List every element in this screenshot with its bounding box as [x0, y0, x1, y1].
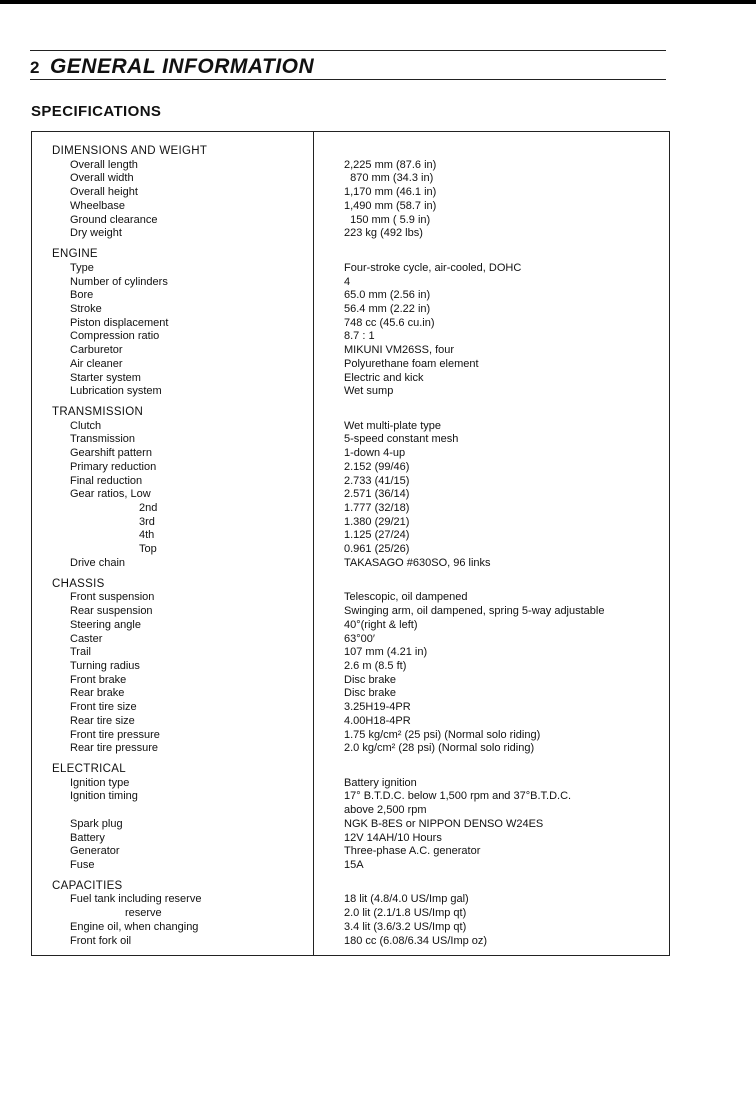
spec-value: Battery ignition: [344, 776, 417, 789]
spec-row: [32, 934, 669, 948]
spec-value: 2.733 (41/15): [344, 474, 410, 487]
spec-value: 4.00H18-4PR: [344, 714, 411, 727]
spec-label: Compression ratio: [70, 330, 160, 343]
spec-row: [32, 659, 669, 673]
spec-label: Clutch: [70, 419, 102, 432]
spec-value: 180 cc (6.08/6.34 US/Imp oz): [344, 934, 488, 947]
spec-row: [32, 858, 669, 872]
spec-row: [32, 542, 669, 556]
spec-row: [32, 316, 669, 330]
spec-row: [32, 302, 669, 316]
spec-row: [32, 556, 669, 570]
spec-row: [32, 487, 669, 501]
spec-value: 2.0 lit (2.1/1.8 US/Imp qt): [344, 907, 467, 920]
spec-value: 3.4 lit (3.6/3.2 US/Imp qt): [344, 920, 467, 933]
spec-row: [32, 446, 669, 460]
spec-label: Steering angle: [70, 618, 141, 631]
spec-value: 1.125 (27/24): [344, 529, 410, 542]
spec-label: Front brake: [70, 673, 127, 686]
spec-label: 4th: [139, 529, 155, 542]
spec-value: 150 mm ( 5.9 in): [344, 213, 431, 226]
spec-label: Bore: [70, 289, 94, 302]
spec-label: Front tire pressure: [70, 728, 160, 741]
spec-label: Gear ratios, Low: [70, 488, 151, 501]
spec-row: [32, 171, 669, 185]
spec-row: [32, 920, 669, 934]
spec-section-row: [32, 879, 669, 893]
spec-label: Fuel tank including reserve: [70, 893, 202, 906]
spec-label: Lubrication system: [70, 385, 162, 398]
spec-value: Wet sump: [344, 385, 394, 398]
spec-value: 1.75 kg/cm² (25 psi) (Normal solo riding): [344, 728, 541, 741]
spec-value: 2.571 (36/14): [344, 488, 410, 501]
spec-row: [32, 906, 669, 920]
spec-value: above 2,500 rpm: [344, 804, 427, 817]
spec-row: [32, 275, 669, 289]
chapter-title: GENERAL INFORMATION: [49, 55, 315, 78]
spec-row: [32, 158, 669, 172]
spec-row: [32, 460, 669, 474]
spec-value: 2.0 kg/cm² (28 psi) (Normal solo riding): [344, 742, 535, 755]
spec-row: [32, 432, 669, 446]
spec-label: Front suspension: [70, 591, 155, 604]
spec-value: 2.6 m (8.5 ft): [344, 659, 407, 672]
spec-value: 18 lit (4.8/4.0 US/Imp gal): [344, 893, 469, 906]
spec-section-heading: CHASSIS: [52, 577, 105, 590]
spec-section-heading: ELECTRICAL: [52, 763, 126, 775]
spec-row: [32, 632, 669, 646]
spec-section-heading: ENGINE: [52, 248, 98, 260]
spec-label: Type: [70, 261, 94, 274]
spec-row: [32, 831, 669, 845]
spec-label: Fuse: [70, 859, 95, 871]
spec-row: [32, 371, 669, 385]
spec-section-heading: TRANSMISSION: [52, 406, 144, 418]
spec-label: Stroke: [70, 302, 102, 315]
spec-label: Starter system: [70, 371, 141, 384]
spec-row: [32, 384, 669, 398]
spec-label: 3rd: [139, 515, 155, 528]
spec-row: [32, 776, 669, 790]
spec-row: [32, 185, 669, 199]
spec-label: Rear suspension: [70, 605, 153, 617]
spec-label: Drive chain: [70, 556, 126, 569]
spec-row: [32, 714, 669, 728]
spec-row: [32, 673, 669, 687]
spec-section-heading: DIMENSIONS AND WEIGHT: [52, 145, 208, 157]
spec-value: Electric and kick: [344, 371, 424, 384]
spec-value: Disc brake: [344, 687, 396, 700]
spec-value: 17° B.T.D.C. below 1,500 rpm and 37°B.T.D.C.: [344, 790, 572, 803]
page-header: [30, 55, 314, 79]
spec-row: [32, 474, 669, 488]
spec-value: 56.4 mm (2.22 in): [344, 302, 431, 315]
spec-label: Caster: [70, 632, 103, 645]
spec-row: [32, 618, 669, 632]
spec-row: [32, 686, 669, 700]
spec-section-row: [32, 405, 669, 419]
spec-value: 223 kg (492 lbs): [344, 227, 423, 240]
spec-value: 8.7 : 1: [344, 330, 375, 343]
spec-label: Dry weight: [70, 227, 122, 240]
spec-value: 870 mm (34.3 in): [344, 172, 434, 185]
spec-label: reserve: [125, 907, 162, 920]
spec-row: [32, 844, 669, 858]
spec-label: Number of cylinders: [70, 275, 168, 288]
spec-label: Overall length: [70, 158, 138, 171]
spec-row: [32, 343, 669, 357]
spec-label: Rear tire size: [70, 714, 135, 727]
spec-label: Front fork oil: [70, 934, 132, 947]
spec-label: Overall width: [70, 172, 134, 185]
spec-row: [32, 501, 669, 515]
spec-label: Top: [139, 543, 157, 556]
spec-row: [32, 604, 669, 618]
spec-label: Overall height: [70, 186, 138, 199]
spec-value: Swinging arm, oil dampened, spring 5-way adjustable: [344, 605, 605, 617]
spec-label: Ground clearance: [70, 213, 158, 226]
spec-value: 65.0 mm (2.56 in): [344, 289, 431, 302]
spec-row: [32, 226, 669, 240]
spec-row: [32, 261, 669, 275]
spec-value: 107 mm (4.21 in): [344, 646, 428, 659]
spec-label: Primary reduction: [70, 460, 157, 473]
spec-section-row: [32, 144, 669, 158]
spec-row: [32, 803, 669, 817]
spec-label: Engine oil, when changing: [70, 920, 199, 933]
spec-label: Final reduction: [70, 474, 143, 487]
spec-value: 2.152 (99/46): [344, 460, 410, 473]
section-title: SPECIFICATIONS: [31, 103, 162, 120]
spec-label: Turning radius: [70, 659, 140, 672]
spec-value: 3.25H19-4PR: [344, 701, 411, 714]
spec-row: [32, 892, 669, 906]
spec-value: Three-phase A.C. generator: [344, 845, 481, 858]
spec-value: 15A: [344, 859, 364, 871]
spec-row: [32, 817, 669, 831]
spec-label: Battery: [70, 831, 105, 844]
spec-value: Four-stroke cycle, air-cooled, DOHC: [344, 261, 522, 274]
spec-value: 0.961 (25/26): [344, 543, 410, 556]
spec-label: Spark plug: [70, 817, 123, 830]
spec-label: Rear brake: [70, 687, 125, 700]
spec-label: Transmission: [70, 433, 135, 446]
spec-value: 1.777 (32/18): [344, 502, 410, 514]
spec-value: NGK B-8ES or NIPPON DENSO W24ES: [344, 817, 544, 830]
spec-section-row: [32, 762, 669, 776]
spec-section-row: [32, 247, 669, 261]
header-top-rule: [30, 50, 666, 51]
spec-value: 1-down 4-up: [344, 447, 406, 460]
spec-row: [32, 528, 669, 542]
spec-value: TAKASAGO #630SO, 96 links: [344, 556, 491, 569]
spec-row: [32, 329, 669, 343]
spec-label: Front tire size: [70, 701, 137, 714]
spec-label: Generator: [70, 845, 120, 858]
spec-value: MIKUNI VM26SS, four: [344, 344, 455, 357]
spec-label: Air cleaner: [70, 357, 123, 370]
spec-value: 748 cc (45.6 cu.in): [344, 316, 435, 329]
spec-section-row: [32, 577, 669, 591]
spec-label: Ignition timing: [70, 790, 138, 803]
scan-top-edge: [0, 0, 756, 4]
spec-value: 1,170 mm (46.1 in): [344, 186, 437, 199]
spec-row: [32, 741, 669, 755]
spec-row: [32, 213, 669, 227]
spec-label: Wheelbase: [70, 199, 126, 212]
spec-value: 4: [344, 275, 351, 288]
spec-row: [32, 419, 669, 433]
spec-row: [32, 645, 669, 659]
spec-row: [32, 590, 669, 604]
spec-value: 63°00′: [344, 632, 375, 645]
spec-row: [32, 357, 669, 371]
spec-row: [32, 288, 669, 302]
spec-row: [32, 515, 669, 529]
spec-value: 1.380 (29/21): [344, 515, 410, 528]
spec-value: Telescopic, oil dampened: [344, 591, 468, 604]
spec-label: Trail: [70, 646, 91, 659]
spec-label: Piston displacement: [70, 316, 169, 329]
spec-row: [32, 199, 669, 213]
spec-value: 12V 14AH/10 Hours: [344, 831, 442, 844]
spec-value: 1,490 mm (58.7 in): [344, 199, 437, 212]
spec-value: Disc brake: [344, 673, 396, 686]
spec-row: [32, 789, 669, 803]
spec-label: Rear tire pressure: [70, 742, 159, 755]
specifications-table: [31, 131, 670, 956]
spec-section-heading: CAPACITIES: [52, 879, 123, 892]
spec-label: 2nd: [139, 502, 158, 514]
spec-label: Ignition type: [70, 776, 130, 789]
spec-label: Gearshift pattern: [70, 447, 152, 460]
spec-value: 40°(right & left): [344, 618, 418, 631]
page-number: 2: [30, 58, 40, 77]
spec-value: Polyurethane foam element: [344, 357, 479, 370]
header-bottom-rule: [30, 79, 666, 80]
spec-value: 2,225 mm (87.6 in): [344, 158, 437, 171]
spec-label: Carburetor: [70, 344, 123, 357]
spec-value: 5-speed constant mesh: [344, 433, 459, 446]
spec-value: Wet multi-plate type: [344, 419, 442, 432]
spec-row: [32, 728, 669, 742]
spec-row: [32, 700, 669, 714]
